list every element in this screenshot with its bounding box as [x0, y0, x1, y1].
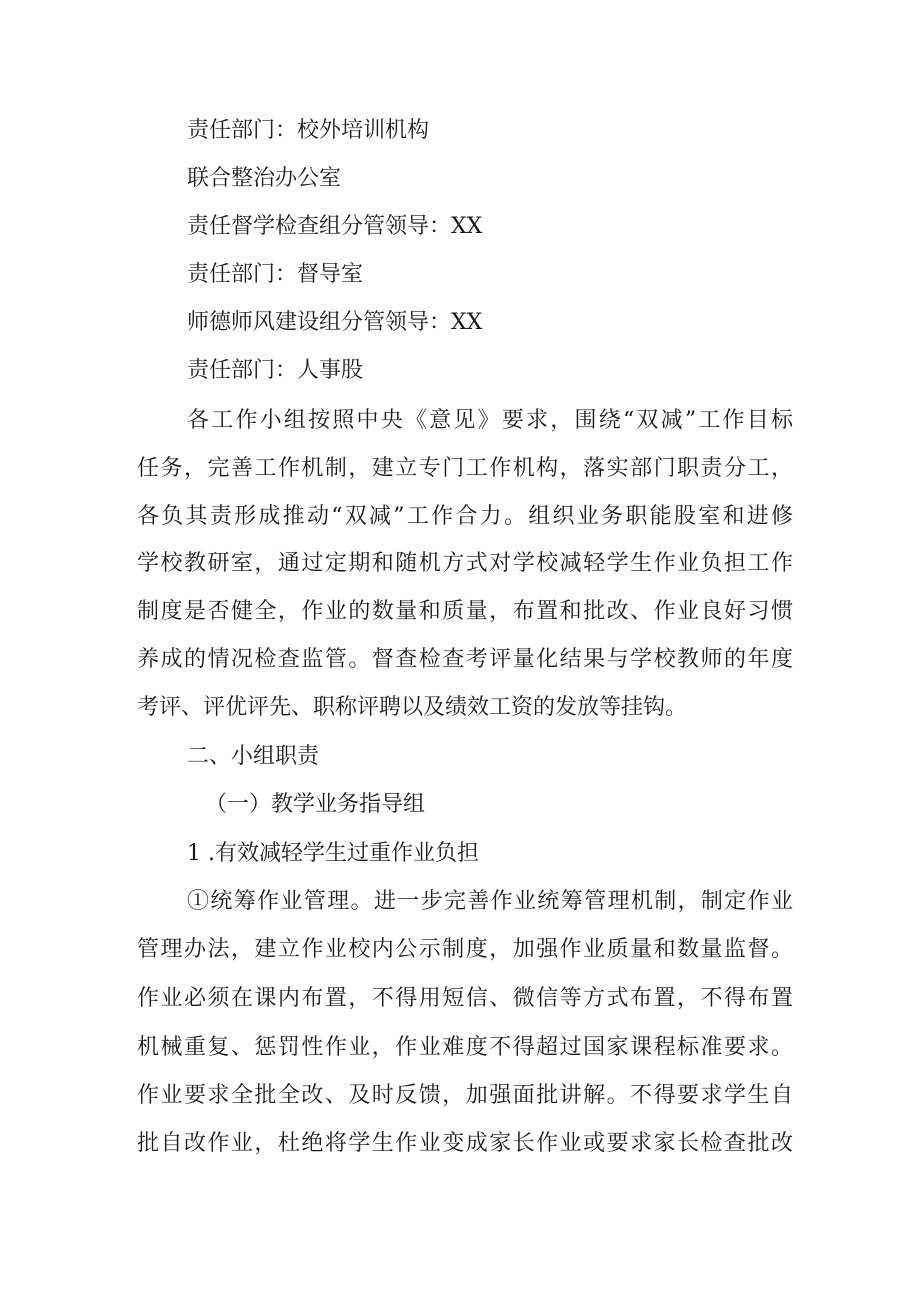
paragraph-2-line-6: 批自改作业，杜绝将学生作业变成家长作业或要求家长检查批改	[137, 1131, 793, 1156]
paragraph-2-line-4: 机械重复、惩罚性作业，作业难度不得超过国家课程标准要求。	[137, 1035, 793, 1060]
paragraph-1-line-3: 各负其责形成推动“双减”工作合力。组织业务职能股室和进修	[137, 504, 793, 529]
paragraph-1-line-2: 任务，完善工作机制，建立专门工作机构，落实部门职责分工，	[137, 456, 793, 481]
paragraph-2-line-2: 管理办法，建立作业校内公示制度，加强作业质量和数量监督。	[137, 937, 793, 962]
inspection-leader-line: 责任督学检查组分管领导：XX	[187, 214, 483, 239]
paragraph-1-line-4: 学校教研室，通过定期和随机方式对学校减轻学生作业负担工作	[137, 551, 793, 576]
item-heading: 1 .有效减轻学生过重作业负担	[187, 841, 479, 866]
paragraph-1-line-6: 养成的情况检查监管。督查检查考评量化结果与学校教师的年度	[137, 647, 793, 672]
paragraph-1-line-5: 制度是否健全，作业的数量和质量，布置和批改、作业良好习惯	[137, 599, 793, 624]
dept-line-personnel: 责任部门：人事股	[187, 358, 364, 383]
dept-line-training: 责任部门：校外培训机构	[187, 118, 430, 143]
subsection-heading: （一）教学业务指导组	[205, 792, 426, 817]
office-line: 联合整治办公室	[187, 166, 342, 191]
paragraph-1-line-7: 考评、评优评先、职称评聘以及绩效工资的发放等挂钩。	[137, 695, 688, 720]
paragraph-2-line-1: ①统筹作业管理。进一步完善作业统筹管理机制，制定作业	[187, 889, 793, 914]
paragraph-1-line-1: 各工作小组按照中央《意见》要求，围绕“双减”工作目标	[187, 408, 793, 433]
paragraph-2-line-3: 作业必须在课内布置，不得用短信、微信等方式布置，不得布置	[137, 986, 793, 1011]
dept-line-supervision: 责任部门：督导室	[187, 262, 364, 287]
section-heading: 二、小组职责	[187, 744, 320, 769]
ethics-leader-line: 师德师风建设组分管领导：XX	[187, 310, 483, 335]
paragraph-2-line-5: 作业要求全批全改、及时反馈，加强面批讲解。不得要求学生自	[137, 1083, 793, 1108]
